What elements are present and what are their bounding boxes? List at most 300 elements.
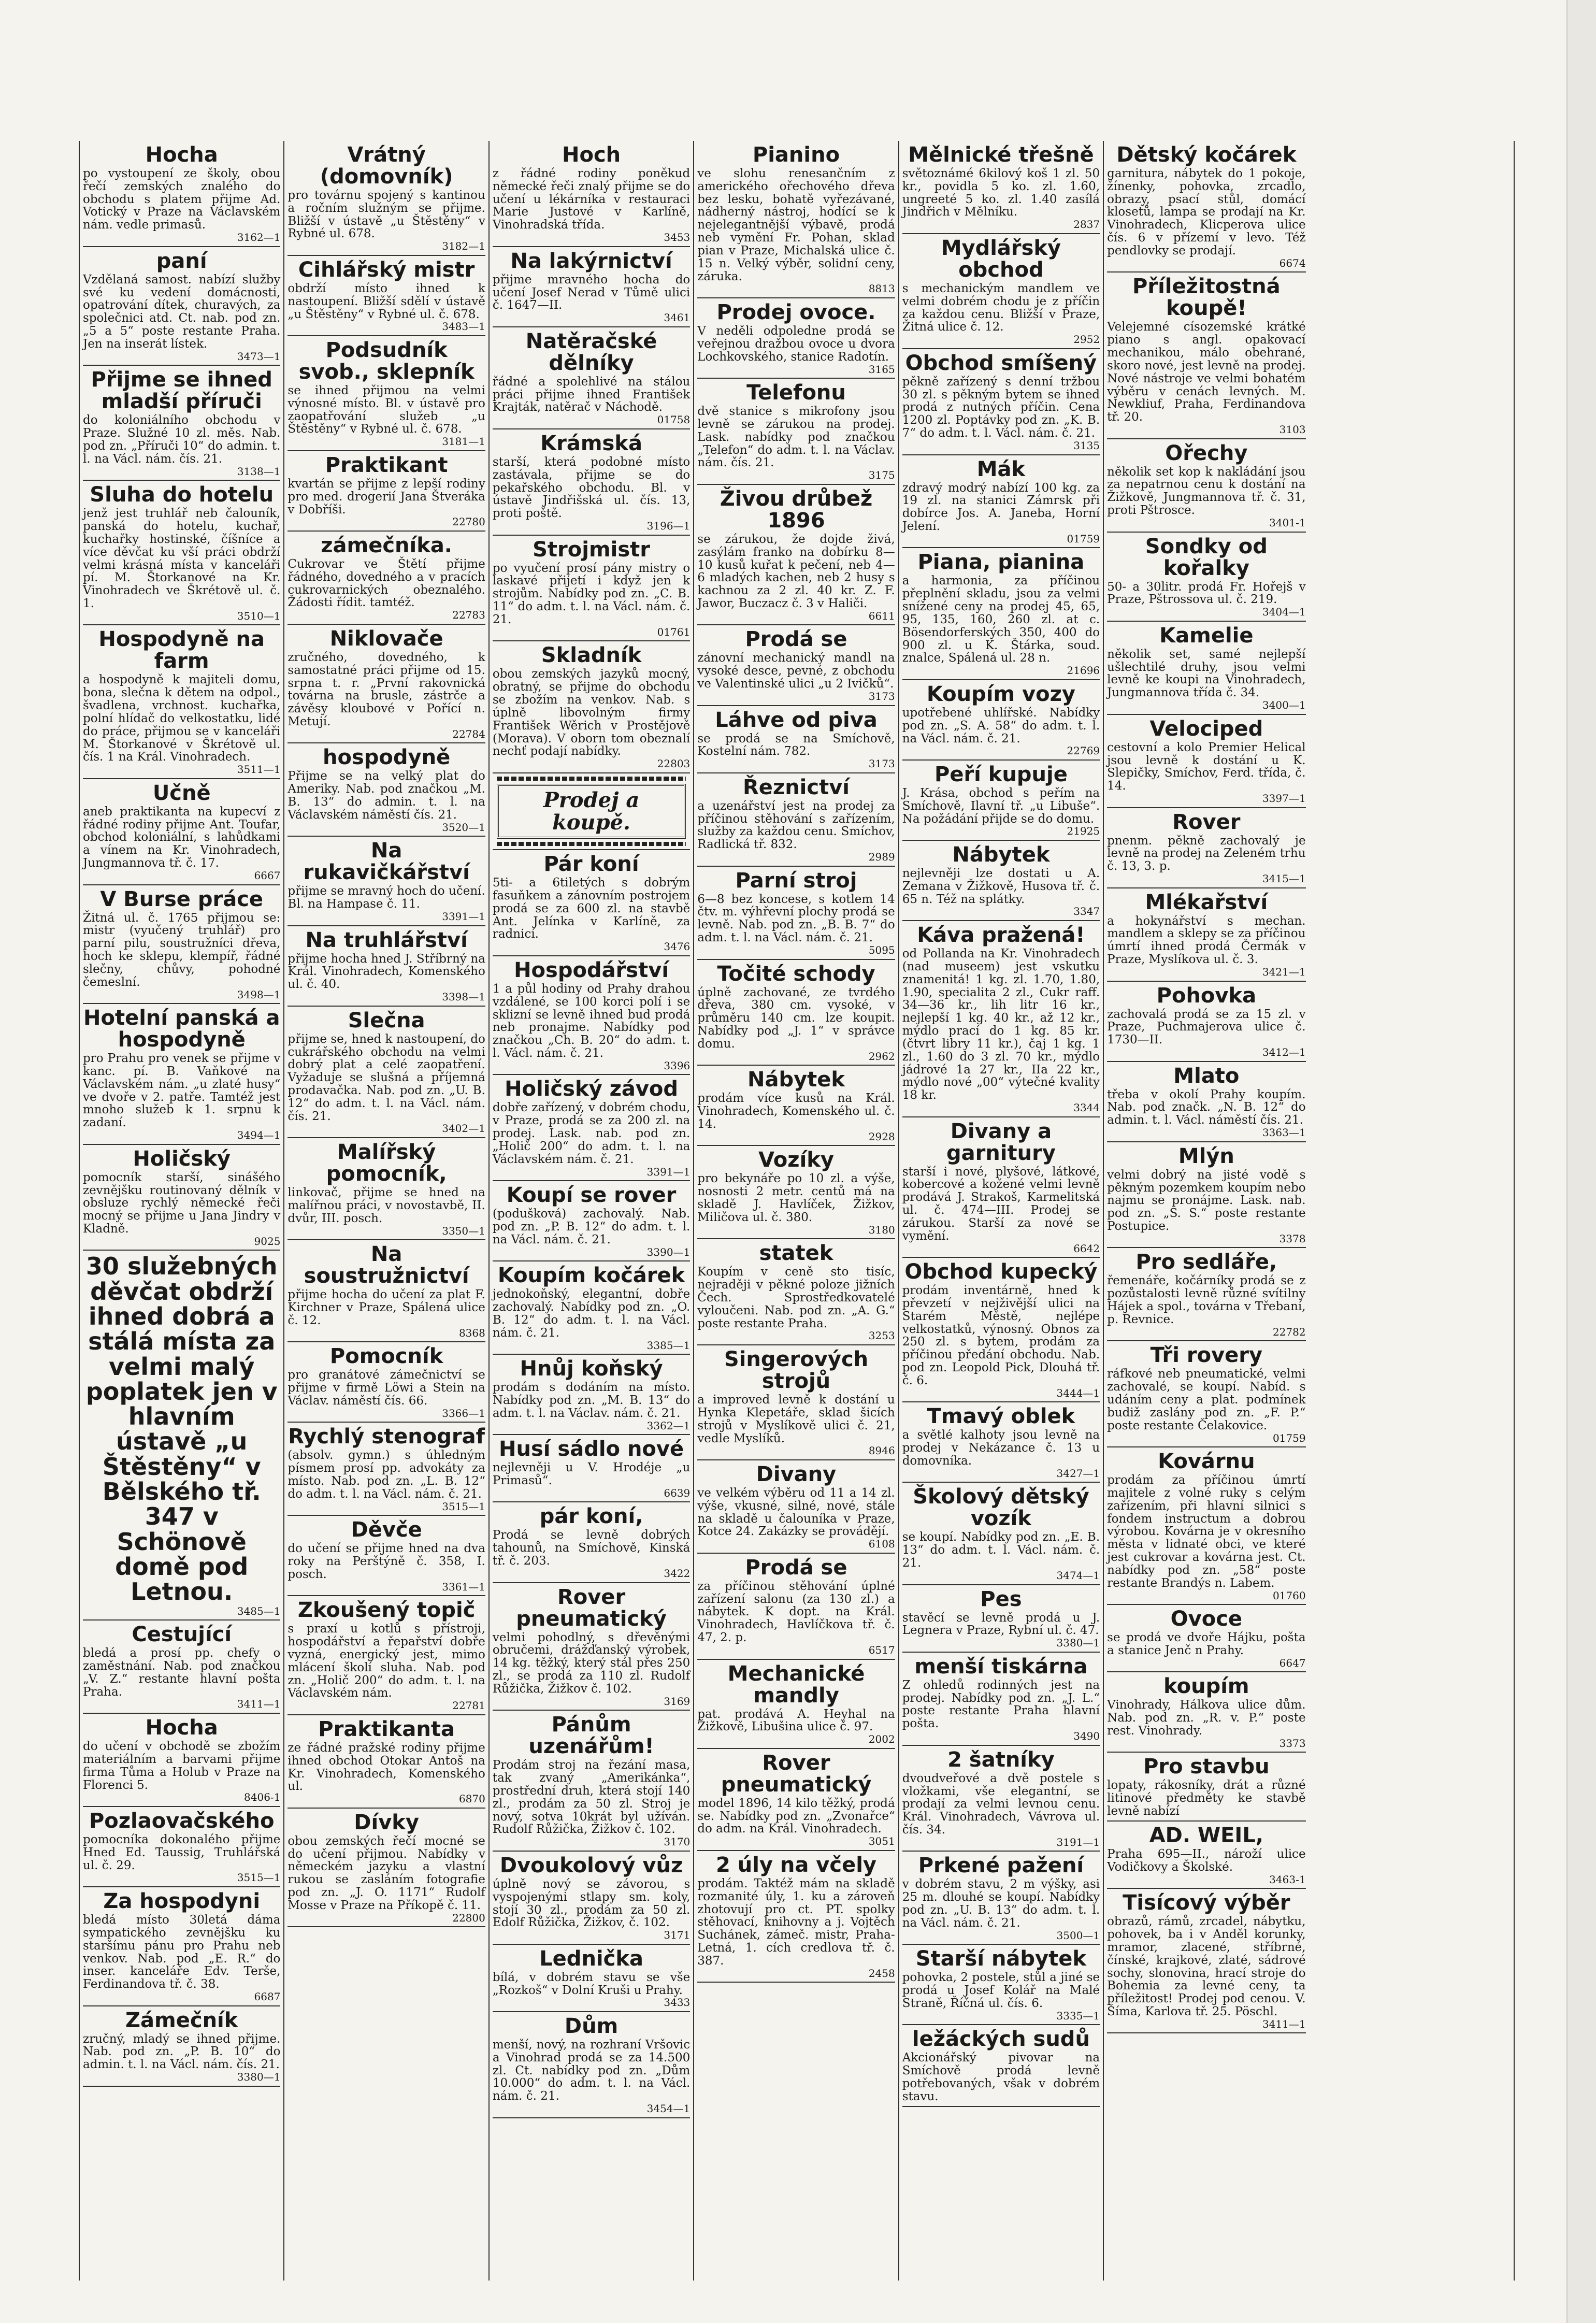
classified-ad xyxy=(493,1355,690,1435)
classified-ad xyxy=(287,1809,485,1928)
ad-body: stavěcí se levně prodá u J. Legnera v Praze, Rybní ul. č. 47. xyxy=(902,1611,1100,1638)
ad-heading: Sondky od kořalky xyxy=(1145,534,1268,580)
ad-heading: Točité schody xyxy=(717,962,875,986)
ad-reference-number: 6647 xyxy=(1279,1656,1306,1669)
classified-ad xyxy=(287,1007,485,1138)
ad-body: za příčinou stěhování úplné zařízení salonu (za 130 zl.) a nábytek. K dopt. na Král. Vinohradech, Havlíčkova tř. č. 47, 2. p. xyxy=(697,1579,895,1645)
ad-body: bledá místo 30letá dáma sympatického zevnějšku ku staršímu pánu pro Prahu neb venkov. Nab. pod „E. R.“ do inser. kanceláře Edv. Terše, Ferdinandova tř. č. 38. xyxy=(83,1913,281,1991)
ad-heading: Ořechy xyxy=(1165,441,1248,465)
classified-ad xyxy=(1107,982,1305,1062)
ad-heading: Mlato xyxy=(1173,1064,1240,1088)
ad-body: a improved levně k dostání u Hynka Klepetáře, sklad šicích strojů v Myslíkově ulici č. 21, vedle Myslíků. xyxy=(697,1393,895,1445)
ad-body: bílá, v dobrém stavu se vše „Rozkoš“ v Dolní Kruši u Prahy. xyxy=(492,1970,691,1997)
ad-body: pro továrnu spojený s kantinou a ročním služným se přijme. Bližší v ústavě „u Štěstěny“ v Rybné ul. 678. xyxy=(287,189,485,241)
ad-body: dvě stanice s mikrofony jsou levně se zárukou na prodej. Lask. nabídky pod značkou „Telefon“ do adm. t. l. na Václav. nám. čís. 21. xyxy=(697,405,895,470)
ad-reference-number: 3362—1 xyxy=(646,1419,691,1432)
ad-heading: Cestující xyxy=(132,1623,232,1647)
ad-heading: Divany xyxy=(756,1462,837,1486)
classified-ad xyxy=(697,141,895,298)
ad-heading: zámečníka. xyxy=(321,533,453,557)
classified-ad xyxy=(83,247,280,366)
ad-heading: Pro stavbu xyxy=(1143,1755,1270,1779)
classified-ad xyxy=(902,2025,1100,2106)
classified-ad xyxy=(1107,1142,1305,1249)
ad-heading: Koupí se rover xyxy=(506,1183,677,1208)
ad-body: 1 a půl hodiny od Prahy drahou vzdálené, se 100 korci polí i se sklizní se levně ihned bud prodá neb pronajme. Nabídky pod značkou „Ch. B. 20“ do adm. t. l. Václ. nám. č. 21. xyxy=(492,982,691,1060)
ad-body: několik set kop k nakládání jsou za nepatrnou cenu k dostání na Žižkově, Jungmannova tř. č. 31, proti Pštrosce. xyxy=(1107,465,1306,518)
ad-reference-number: 3463-1 xyxy=(1269,1873,1306,1886)
ad-reference-number: 3366—1 xyxy=(442,1407,485,1419)
ad-heading: Velociped xyxy=(1149,716,1263,741)
ad-body: se koupí. Nabídky pod zn. „E. B. 13“ do adm. t. l. Václ. nám. č. 21. xyxy=(902,1530,1100,1570)
ad-heading: Mělnické třešně xyxy=(908,143,1094,167)
ad-reference-number: 3476 xyxy=(664,940,691,953)
ad-reference-number: 01759 xyxy=(1067,532,1100,545)
ad-reference-number: 3511—1 xyxy=(237,763,281,776)
ad-body: velmi dobrý na jisté vodě s pěkným pozemkem koupím nebo najmu se pronájme. Lask. nab. pod zn. „S. S.“ poste restante Postupice. xyxy=(1107,1168,1306,1234)
ad-reference-number: 3402—1 xyxy=(442,1122,485,1135)
ad-reference-number: 3398—1 xyxy=(442,991,485,1003)
ad-reference-number: 8368 xyxy=(458,1326,485,1339)
classified-ad xyxy=(1107,1753,1305,1821)
ad-heading: Prodá se xyxy=(745,1555,847,1580)
ad-reference-number: 3411—1 xyxy=(237,1698,281,1711)
ad-heading: Na rukavičkářství xyxy=(303,839,470,885)
ad-body: Přijme se na velký plat do Ameriky. Nab. pod značkou „M. B. 13“ do admin. t. l. na Václavském náměstí čís. 21. xyxy=(287,769,485,822)
ad-heading: Učně xyxy=(152,781,211,805)
ad-body: 6—8 bez koncese, s kotlem 14 čtv. m. výhřevní plochy prodá se levně. Nab. pod zn. „B. B. 7“ do adm. t. l. na Václ. nám. č. 21. xyxy=(697,892,895,945)
ad-reference-number: 6870 xyxy=(458,1793,485,1805)
ad-reference-number: 3380—1 xyxy=(237,2071,281,2084)
classified-ad xyxy=(287,1240,485,1342)
ad-body: obrazů, rámů, zrcadel, nábytku, pohovek, ba i v Anděl korunky, mramor, zlacené, stříbrné, čínské, krajkové, zlaté, sádrové sochy, slonovina, hrací stroje do Bohemia za levné ceny, ta příležitost! Prodej pod cenou. V. Šíma, Karlova tř. 25. Pöschl. xyxy=(1107,1915,1306,2018)
column-5 xyxy=(899,141,1104,2281)
classified-ad xyxy=(902,234,1100,349)
ad-reference-number: 3453 xyxy=(664,231,691,244)
ad-reference-number: 3103 xyxy=(1279,423,1306,436)
ad-reference-number: 3350—1 xyxy=(442,1224,485,1237)
ad-reference-number: 01761 xyxy=(657,625,691,638)
classified-ad xyxy=(287,1715,485,1809)
ad-heading: Na soustružnictví xyxy=(304,1242,469,1288)
classified-ad xyxy=(83,885,280,1005)
ad-body: V neděli odpoledne prodá se veřejnou dražbou ovoce u dvora Lochkovského, stanice Radotín. xyxy=(697,324,895,364)
ad-heading: Zámečník xyxy=(125,2008,238,2032)
ad-heading: Telefonu xyxy=(746,381,846,405)
classified-ad xyxy=(83,1621,280,1714)
ad-heading: Malířský pomocník, xyxy=(326,1140,447,1186)
ad-heading: Pomocník xyxy=(329,1344,443,1369)
ad-heading: Pánům uzenářům! xyxy=(528,1713,654,1759)
ad-heading: 2 šatníky xyxy=(947,1747,1055,1772)
ad-body: obou zemských řečí mocné se do učení přijmou. Nabídky v německém jazyku a vlastní rukou se zasláním fotografie pod zn. „J. O. 1171“ Rudolf Mosse v Praze na Příkopě č. 11. xyxy=(287,1834,485,1912)
ad-body: a harmonia, za příčinou přeplnění skladu, jsou za velmi snížené ceny na prodej 45, 65, 95, 135, 160, 260 zl. at c. Bösendorferských 350, 400 do 900 zl. u K. Štárka, soud. znalce, Spálená ul. 28 n. xyxy=(902,574,1100,665)
ad-reference-number: 3444—1 xyxy=(1056,1386,1100,1399)
ad-reference-number: 22800 xyxy=(452,1911,485,1924)
classified-ad xyxy=(902,1258,1100,1402)
ad-heading: Dvoukolový vůz xyxy=(499,1853,683,1877)
ad-heading: Starší nábytek xyxy=(915,1947,1086,1971)
ad-reference-number: 3170 xyxy=(664,1836,691,1848)
classified-ad xyxy=(1107,1672,1305,1753)
classified-ad xyxy=(83,366,280,481)
ad-body: pro bekynáře po 10 zl. a výše, nosnosti 2 metr. centů má na skladě J. Havlíček, Žižkov, Miličova ul. č. 380. xyxy=(697,1172,895,1224)
ad-reference-number: 3361—1 xyxy=(442,1580,485,1593)
ad-reference-number: 3433 xyxy=(664,1996,691,2009)
ad-reference-number: 6674 xyxy=(1279,256,1306,269)
ad-reference-number: 3347 xyxy=(1073,905,1100,918)
ad-reference-number: 3515—1 xyxy=(237,1871,281,1884)
ad-heading: Dům xyxy=(564,2014,619,2038)
ad-reference-number: 3474—1 xyxy=(1056,1569,1100,1582)
ad-heading: Ovoce xyxy=(1170,1607,1243,1631)
ad-reference-number: 22780 xyxy=(452,515,485,528)
ad-heading: Singerových strojů xyxy=(724,1347,869,1394)
ad-body: Vinohrady, Hálkova ulice dům. Nab. pod zn. „R. v. P.“ poste rest. Vinohrady. xyxy=(1107,1698,1306,1738)
ad-body: pat. prodává A. Heyhal na Žižkově, Libušina ulice č. 97. xyxy=(697,1707,895,1734)
ad-heading: Pianino xyxy=(752,143,840,167)
ad-reference-number: 01758 xyxy=(657,413,691,426)
classified-ad xyxy=(697,1345,895,1460)
classified-ad xyxy=(493,1075,690,1181)
ad-reference-number: 2458 xyxy=(868,1967,895,1980)
ad-body: Vzdělaná samost. nabízí služby své ku vedení domácnosti, opatrování dítek, churavých, za společnici atd. Ct. nab. pod zn. „5 a 5“ poste restante Praha. Jen na inserát lístek. xyxy=(83,273,281,351)
classified-ad xyxy=(287,1423,485,1516)
ad-body: ve velkém výběru od 11 a 14 zl. výše, vkusné, silné, nové, stále na skladě u čalouníka v Praze, Kotce 24. Zakázky se provádějí. xyxy=(697,1486,895,1539)
classified-ad xyxy=(287,1138,485,1240)
ad-heading: Holičský xyxy=(133,1146,231,1171)
ad-heading: Koupím kočárek xyxy=(497,1264,685,1288)
ad-reference-number: 6108 xyxy=(868,1538,895,1551)
ad-reference-number: 3494—1 xyxy=(237,1129,281,1142)
column-6 xyxy=(1104,141,1309,2281)
classified-ad xyxy=(902,1746,1100,1852)
banner-rule xyxy=(497,842,686,846)
ad-heading: Peří kupuje xyxy=(934,762,1068,786)
ad-body: ráfkové neb pneumatické, velmi zachovalé, se koupí. Nabíd. s udáním ceny a plat. podmínek budiž zaslány pod zn. „F. P.“ poste restante Čelakovice. xyxy=(1107,1367,1306,1432)
classified-ad xyxy=(493,536,690,642)
ad-body: zdravý modrý nabízí 100 kg. za 19 zl. na stanici Zámrsk při dobírce Jos. A. Janeba, Horní Jelení. xyxy=(902,481,1100,534)
ad-body: 50- a 30litr. prodá Fr. Hořejš v Praze, Pštrossova ul. č. 219. xyxy=(1107,580,1306,607)
ad-heading: Příležitostná koupě! xyxy=(1132,275,1281,321)
ad-body: (absolv. gymn.) s úhledným písmem prosí pp. advokáty za místo. Nab. pod zn. „L. B. 12“ do adm. t. l. na Václ. nám. č. 21. xyxy=(287,1449,485,1501)
ad-reference-number: 3401-1 xyxy=(1269,516,1306,529)
ad-reference-number: 3196—1 xyxy=(646,520,691,533)
ad-body: Koupím v ceně sto tisíc, nejraději v pěkné poloze jižních Čech. Sprostředkovatelé vyloučeni. Nab. pod zn. „A. G.“ poste restante Praha. xyxy=(697,1265,895,1330)
ad-body: 5ti- a 6tiletých s dobrým fasuňkem a zánovním postrojem prodá se za 600 zl. na stavbě Ant. Jelínka v Karlíně, za radnicí. xyxy=(492,876,691,941)
ad-body: aneb praktikanta na kupecví z řádné rodiny přijme Ant. Toufar, obchod koloniální, s lahůdkami a vínem na Kr. Vinohradech, Jungmannova tř. č. 17. xyxy=(83,805,281,870)
ad-heading: Za hospodyni xyxy=(103,1889,261,1914)
ad-reference-number: 3415—1 xyxy=(1262,872,1306,885)
ad-reference-number: 3473—1 xyxy=(237,350,281,363)
ad-body: Velejemné císozemské krátké piano s angl. opakovací mechanikou, málo obehrané, skoro nové, jest levně na prodej. Nové nástroje ve velmi bohatém výběru v cenách levných. M. Newkliuf, Praha, Ferdinandova tř. 20. xyxy=(1107,320,1306,424)
banner-title: Prodej a koupě. xyxy=(497,784,686,839)
ad-body: zánovní mechanický mandl na vysoké desce, pevné, z obchodu ve Valentinské ulici „u 2 Ivičků“. xyxy=(697,651,895,691)
ad-heading: Podsudník svob., sklepník xyxy=(298,338,475,384)
ad-body: se zárukou, že dojde živá, zasýlám franko na dobírku 8—10 kusů kuřat k pečení, neb 4—6 mladých kachen, neb 2 husy s kachnou za 2 zl. 40 kr. Z. F. Jawor, Buczacz č. 3 v Haliči. xyxy=(697,532,895,610)
ad-reference-number: 3385—1 xyxy=(646,1339,691,1352)
ad-body: model 1896, 14 kilo těžký, prodá se. Nabídky pod zn. „Zvonařce“ do adm. na Král. Vinohradech. xyxy=(697,1796,895,1836)
column-3 xyxy=(490,141,694,2281)
ad-heading: Vrátný (domovník) xyxy=(320,143,453,189)
ad-reference-number: 3378 xyxy=(1279,1232,1306,1245)
ad-body: ze řádné pražské rodiny přijme ihned obchod Otokar Antoš na Kr. Vinohradech, Komenského ul. xyxy=(287,1741,485,1794)
classified-ad xyxy=(697,1554,895,1660)
classified-ad xyxy=(902,761,1100,841)
classified-ad xyxy=(1107,1248,1305,1341)
ad-heading: statek xyxy=(759,1241,833,1266)
ad-reference-number: 3181—1 xyxy=(442,435,485,448)
classified-ad xyxy=(287,532,485,625)
ad-heading: Mlékařství xyxy=(1145,890,1268,914)
ad-heading: Prodej ovoce. xyxy=(716,300,876,325)
ad-heading: Natěračské dělníky xyxy=(525,329,657,375)
classified-ad xyxy=(902,1402,1100,1483)
ad-body: pěkně zařízený s denní tržbou 30 zl. s pěkným bytem se ihned prodá z nutných příčin. Cena 1200 zl. Poptávky pod zn. „K. B. 7“ do adm. t. l. Václ. nám. č. 21. xyxy=(902,375,1100,440)
ad-body: zručného, dovedného, k samostatné práci přijme od 15. srpna t. r. „První rakovnická továrna na brusle, zástrče a závěsy kloubové v Pořící n. Metují. xyxy=(287,650,485,729)
ad-reference-number: 3422 xyxy=(664,1567,691,1580)
ad-body: obdrží místo ihned k nastoupení. Bližší sdělí v ústavě „u Štěstěny“ v Rybné ul. č. 678. xyxy=(287,281,485,321)
classified-ad xyxy=(1107,141,1305,273)
ad-reference-number: 3182—1 xyxy=(442,240,485,253)
ad-reference-number: 3396 xyxy=(664,1059,691,1072)
ad-body: J. Krása, obchod s peřím na Smíchově, Ilavní tř. „u Libuše“. Na požádání přijde se do domu. xyxy=(902,786,1100,826)
ad-reference-number: 8946 xyxy=(868,1444,895,1457)
ad-heading: AD. WEIL, xyxy=(1149,1823,1263,1847)
classified-ad xyxy=(287,1516,485,1596)
ad-heading: Dívky xyxy=(354,1810,419,1834)
ad-body: dvoudveřové a dvě postele s vložkami, vše elegantní, se prodají za velmi levnou cenu. Král. Vinohradech, Vávrova ul. čís. 34. xyxy=(902,1771,1100,1837)
ad-reference-number: 3390—1 xyxy=(646,1245,691,1258)
ad-reference-number: 2928 xyxy=(868,1130,895,1143)
ad-heading: Hnůj koňský xyxy=(520,1357,663,1381)
ad-body: Cukrovar ve Štětí přijme řádného, dovedného a v pracích cukrovarnických obeznalého. Žádosti řídit. tamtéž. xyxy=(287,557,485,610)
ad-reference-number: 3404—1 xyxy=(1262,606,1306,619)
ad-heading: Husí sádlo nové xyxy=(499,1437,684,1461)
ad-body: pro granátové zámečnictví se přijme v firmě Löwi a Stein na Václav. náměstí čís. 66. xyxy=(287,1368,485,1408)
ad-reference-number: 3138—1 xyxy=(237,465,281,478)
ad-reference-number: 3173 xyxy=(868,690,895,702)
classified-ad xyxy=(1107,1062,1305,1142)
classified-ad xyxy=(1107,1447,1305,1605)
ad-body: pohovka, 2 postele, stůl a jiné se prodá u Josef Kolář na Malé Straně, Říčná ul. čís. 6. xyxy=(902,1971,1100,2010)
ad-heading: ležáckých sudů xyxy=(912,2027,1090,2052)
ad-reference-number: 3191—1 xyxy=(1056,1836,1100,1848)
classified-ad xyxy=(493,327,690,429)
classified-ad xyxy=(697,1851,895,1983)
ad-heading: Pro sedláře, xyxy=(1135,1250,1277,1274)
ad-heading: Zkoušený topič xyxy=(297,1598,476,1623)
ad-heading: Mlýn xyxy=(1178,1144,1234,1168)
classified-ad xyxy=(1107,1341,1305,1447)
ad-reference-number: 3391—1 xyxy=(646,1165,691,1178)
ad-body: Praha 695—II., nároží ulice Vodičkovy a Školské. xyxy=(1107,1847,1306,1874)
ad-heading: Hocha xyxy=(145,143,218,167)
ad-reference-number: 01759 xyxy=(1272,1431,1306,1444)
classified-ad xyxy=(83,1807,280,1887)
ad-body: jednokoňský, elegantní, dobře zachovalý. Nabídky pod zn. „O. B. 12“ do adm. t. l. na Václ. nám. č. 21. xyxy=(492,1287,691,1340)
classified-ad xyxy=(697,379,895,485)
column-4 xyxy=(694,141,899,2281)
ad-body: s praxí u kotlů s přístroji, hospodářství a řepařství dobře vyzná, energický jest, mimo mlácení školí sluha. Nab. pod zn. „Holič 200“ do adm. t. l. na Václavském nám. xyxy=(287,1622,485,1700)
ad-heading: Vozíky xyxy=(758,1148,834,1172)
ad-heading: Rychlý stenograf xyxy=(288,1425,485,1449)
classified-ad xyxy=(83,625,280,779)
classified-ad xyxy=(493,1852,690,1945)
ad-heading: Hospodářství xyxy=(514,958,669,982)
ad-heading: Pár koní xyxy=(543,852,639,877)
classified-ad xyxy=(287,256,485,336)
classified-ad xyxy=(1107,808,1305,888)
classified-ad xyxy=(902,548,1100,680)
ad-reference-number: 6611 xyxy=(868,609,895,622)
ad-reference-number: 21696 xyxy=(1067,664,1100,677)
ad-heading: Řeznictví xyxy=(742,775,850,799)
ad-reference-number: 3171 xyxy=(664,1929,691,1942)
classified-ad xyxy=(697,1066,895,1146)
classified-ad xyxy=(493,1435,690,1502)
column-1 xyxy=(80,141,284,2281)
classified-ad xyxy=(697,773,895,867)
classified-ad xyxy=(697,485,895,626)
ad-heading: Niklovače xyxy=(329,626,443,651)
classified-ad xyxy=(697,867,895,960)
ad-body: do koloniálního obchodu v Praze. Služné 10 zl. měs. Nab. pod zn. „Příruči 10“ do admin. t. l. na Václ. nám. čís. 21. xyxy=(83,413,281,466)
ad-body: starší, která podobné místo zastávala, přijme se do pekařského obchodu. Bl. v ústavě Jindřišská ul. čís. 13, proti poště. xyxy=(492,455,691,521)
ad-body: obou zemských jazyků mocný, obratný, se přijme do obchodu se zbožím na venkov. Nab. s úplně libovolným firmy František Wěrich v Prostějově (Morava). V oborn tom obeznalí nechť podají nabídky. xyxy=(492,667,691,758)
ad-heading: Piana, pianina xyxy=(917,550,1085,575)
classified-ad xyxy=(493,1261,690,1355)
ad-body: úplně nový se závorou, s vyspojenými stlapy sm. koly, stojí 30 zl., prodám za 50 zl. Edolf Růžička, Žižkov, č. 102. xyxy=(492,1877,691,1930)
classified-ad xyxy=(1107,715,1305,808)
ad-reference-number: 3253 xyxy=(868,1329,895,1342)
ad-body: Žitná ul. č. 1765 přijmou se: mistr (vyučený truhlář) pro parní pilu, soustružníci dřeva, hoch ke sklepu, klempíř, řádné slečny, chůvy, pohodné čemeslní. xyxy=(83,911,281,989)
ad-heading: 2 úly na včely xyxy=(715,1853,877,1877)
classified-ad xyxy=(902,1483,1100,1585)
ad-reference-number: 3391—1 xyxy=(442,910,485,923)
ad-heading: Na truhlářství xyxy=(305,928,468,952)
classified-ad xyxy=(902,1653,1100,1746)
ad-reference-number: 2952 xyxy=(1073,333,1100,346)
ad-heading: Dětský kočárek xyxy=(1116,143,1297,167)
ad-heading: Školový dětský vozík xyxy=(913,1485,1089,1531)
ad-body: od Pollanda na Kr. Vinohradech (nad museem) jest vskutku znamenitá! 1 kg. zl. 1.70, 1.80, 1.90, specialita 2 zl., Cukr raff. 34—36 kr., lih litr 16 kr., nejlepší 1 kg. 40 kr., až 12 kr., mýdlo prací do 1 kg. 85 kr. (čtvrt libry 11 kr.), čaj 1 kg. 1 zl., 1.60 do 3 zl. 70 kr., mýdlo jádrové 1a 27 kr., IIa 22 kr., mýdlo nové „00“ výtečné kvality 18 kr. xyxy=(902,947,1100,1102)
classified-ad xyxy=(902,1117,1100,1258)
section-banner xyxy=(493,773,690,850)
ad-heading: Láhve od piva xyxy=(715,708,878,732)
ad-heading: Mechanické mandly xyxy=(727,1661,865,1708)
ad-heading: Pohovka xyxy=(1156,983,1257,1008)
ad-heading: Rover xyxy=(1172,810,1241,834)
classified-ad xyxy=(902,141,1100,234)
ad-heading: Tmavý oblek xyxy=(927,1404,1075,1429)
ad-body: přijme se mravný hoch do učení. Bl. na Hampase č. 11. xyxy=(287,884,485,911)
classified-ad xyxy=(83,141,280,247)
ad-reference-number: 2002 xyxy=(868,1733,895,1746)
classified-ad xyxy=(287,743,485,837)
ad-reference-number: 3135 xyxy=(1073,439,1100,452)
ad-heading: Krámská xyxy=(540,431,642,455)
ad-reference-number: 3515—1 xyxy=(442,1500,485,1513)
ad-heading: Praktikant xyxy=(325,453,448,477)
classified-ad xyxy=(493,1181,690,1261)
ad-body: třeba v okolí Prahy koupím. Nab. pod značk. „N. B. 12“ do admin. t. l. Václ. náměstí čís. 21. xyxy=(1107,1087,1306,1127)
classified-ad xyxy=(83,1145,280,1251)
ad-reference-number: 3344 xyxy=(1073,1101,1100,1114)
ad-reference-number: 9025 xyxy=(254,1235,281,1247)
ad-reference-number: 3335—1 xyxy=(1056,2009,1100,2022)
ad-heading: Slečna xyxy=(348,1008,425,1033)
ad-body: do učení se přijme hned na dva roky na Perštýně č. 358, I. posch. xyxy=(287,1542,485,1581)
ad-heading: Tisícový výběr xyxy=(1123,1891,1290,1915)
ad-reference-number: 22784 xyxy=(452,727,485,740)
ad-heading: Nábytek xyxy=(952,843,1050,867)
ad-heading: Nábytek xyxy=(747,1068,845,1092)
ad-reference-number: 6687 xyxy=(254,1990,281,2003)
ad-body: menší, nový, na rozhraní Vršovic a Vinohrad prodá se za 14.500 zl. Ct. nabídky pod zn. „Dům 10.000“ do adm. t. l. na Václ. nám. č. 21. xyxy=(492,2038,691,2103)
classified-ad xyxy=(1107,1822,1305,1889)
ad-reference-number: 3165 xyxy=(868,363,895,376)
ad-heading: Hoch xyxy=(562,143,621,167)
ad-reference-number: 3169 xyxy=(664,1695,691,1708)
classified-ad xyxy=(1107,888,1305,982)
classified-ad xyxy=(902,680,1100,761)
ad-body: a hokynářství s mechan. mandlem a sklepy se za příčinou úmrtí ihned prodá Čermák v Praze, Myslíkova ul. č. 3. xyxy=(1107,914,1306,967)
ad-reference-number: 3421—1 xyxy=(1262,965,1306,978)
ad-heading: Sluha do hotelu xyxy=(90,483,274,507)
ad-reference-number: 3412—1 xyxy=(1262,1046,1306,1059)
ad-heading: Strojmistr xyxy=(533,537,651,562)
ad-heading: Hotelní panská a hospodyně xyxy=(83,1006,280,1052)
ad-body: a světlé kalhoty jsou levně na prodej v Nekázance č. 13 u domovníka. xyxy=(902,1428,1100,1468)
ad-heading: menší tiskárna xyxy=(914,1654,1088,1679)
classified-ad xyxy=(902,1945,1100,2025)
ad-body: po vystoupení ze školy, obou řečí zemských znalého do obchodu s platem přijme Ad. Votický v Praze na Václavském nám. vedle primasů. xyxy=(83,167,281,232)
ad-heading: V Burse práce xyxy=(100,887,264,911)
ad-reference-number: 3051 xyxy=(868,1835,895,1848)
ad-reference-number: 3363—1 xyxy=(1262,1126,1306,1139)
ad-reference-number: 2989 xyxy=(868,851,895,864)
ad-heading: paní xyxy=(156,249,207,273)
ad-heading: Kamelie xyxy=(1159,623,1254,648)
ad-heading: pár koní, xyxy=(539,1504,643,1529)
classified-ad xyxy=(83,1887,280,2006)
ad-heading: Kovárnu xyxy=(1158,1450,1255,1474)
classified-ad xyxy=(287,141,485,256)
ad-heading: Holičský závod xyxy=(505,1077,679,1101)
ad-body: dobře zařízený, v dobrém chodu, v Praze, prodá se za 200 zl. na prodej. Lask. nab. pod zn. „Holič 200“ do adm. t. l. na Václavském nám. č. 21. xyxy=(492,1101,691,1166)
ad-heading: Praktikanta xyxy=(318,1717,455,1741)
classified-ad xyxy=(493,641,690,773)
ad-heading: Pozlaovačského xyxy=(89,1809,275,1833)
ad-body: s mechanickým mandlem ve velmi dobrém chodu je z příčin za každou cenu. Bližší v Praze, Žitná ulice č. 12. xyxy=(902,281,1100,334)
classified-ad xyxy=(287,926,485,1007)
ad-reference-number: 3490 xyxy=(1073,1730,1100,1743)
ad-reference-number: 3427—1 xyxy=(1056,1467,1100,1480)
ad-body: přijme hocha do učení za plat F. Kirchner v Praze, Spálená ulice č. 12. xyxy=(287,1288,485,1327)
classified-ad xyxy=(83,1714,280,1807)
ad-reference-number: 2962 xyxy=(868,1050,895,1063)
classified-ad xyxy=(1107,622,1305,715)
classified-ad xyxy=(493,956,690,1076)
ad-reference-number: 3483—1 xyxy=(442,320,485,333)
classified-ad xyxy=(902,349,1100,455)
ad-body: prodám s dodáním na místo. Nabídky pod zn. „M. B. 13“ do adm. t. l. na Václav. nám. č. 21. xyxy=(492,1381,691,1420)
ad-body: kvartán se přijme z lepší rodiny pro med. drogerií Jana Štverákа v Dobříši. xyxy=(287,477,485,517)
ad-body: lopaty, rákosníky, drát a různé litinové předměty ke stavbě levně nabízí xyxy=(1107,1779,1306,1818)
ad-heading: Obchod kupecký xyxy=(904,1260,1098,1284)
classified-ad xyxy=(902,841,1100,921)
